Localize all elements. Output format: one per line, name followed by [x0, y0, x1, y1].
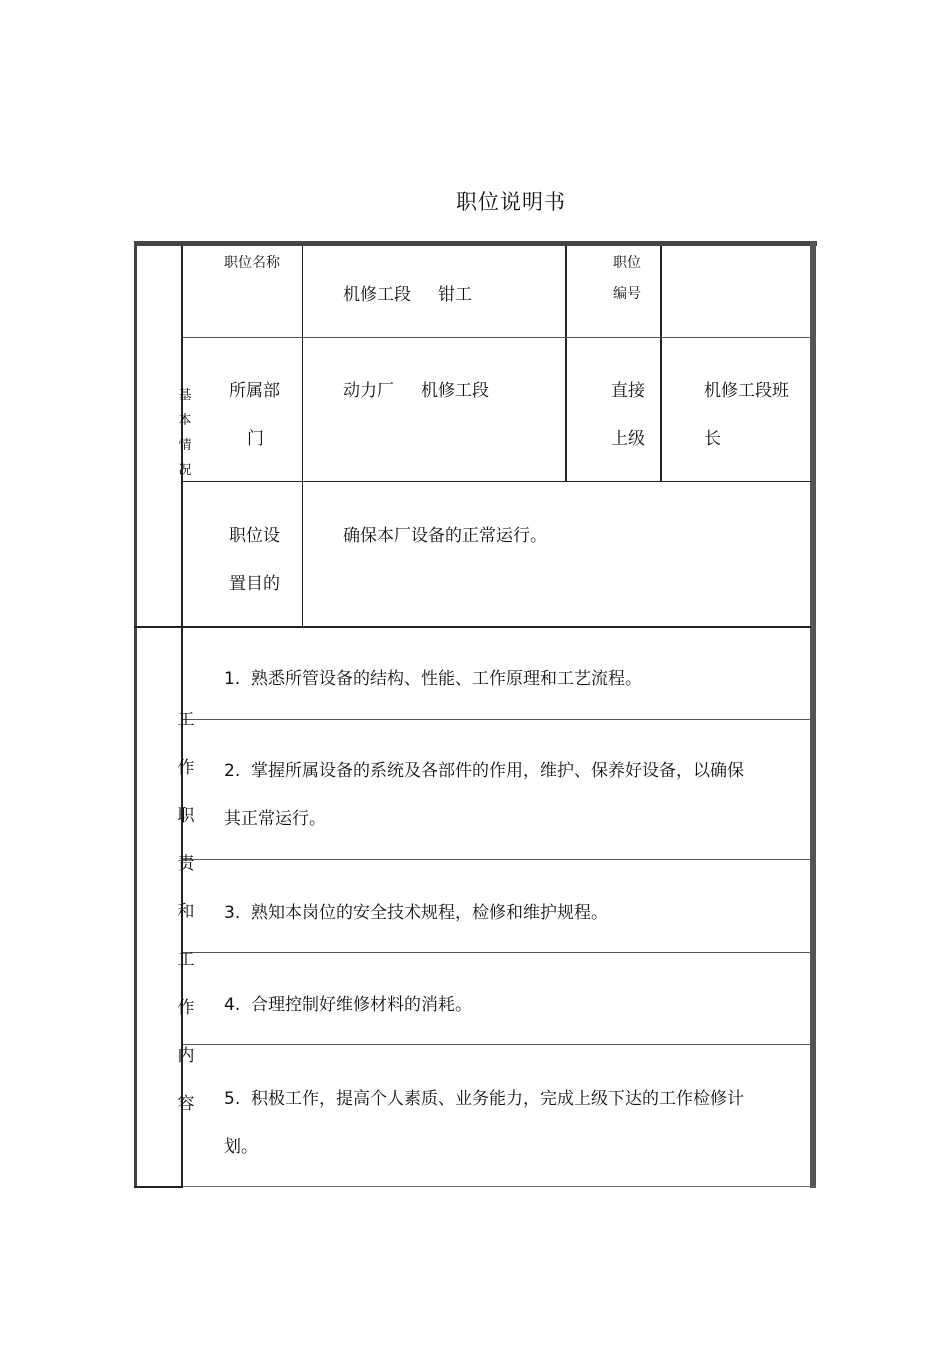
purpose-value: 确保本厂设备的正常运行。: [343, 526, 547, 546]
label-value-divider-2: [660, 246, 662, 482]
department-label-line1: 所属部: [229, 381, 280, 401]
duty-item-3: 3. 熟知本岗位的安全技术规程，检修和维护规程。: [224, 903, 609, 923]
purpose-label-line2: 置目的: [229, 574, 280, 594]
table-border-top: [134, 241, 817, 246]
section-char: 作: [177, 758, 195, 778]
label-value-divider: [302, 246, 303, 626]
duty-item-1: 1. 熟悉所管设备的结构、性能、工作原理和工艺流程。: [224, 669, 643, 689]
section-char: 责: [177, 854, 195, 874]
job-number-label-line2: 编号: [613, 286, 641, 302]
section-char: 本: [178, 413, 192, 428]
row-divider-2: [183, 481, 811, 482]
department-label-line2: 门: [247, 429, 264, 449]
table-border-left: [134, 241, 137, 1188]
section-divider: [134, 626, 811, 628]
duty-item-2-continued: 其正常运行。: [224, 809, 326, 829]
section-char: 工: [177, 950, 195, 970]
table-border-right: [810, 241, 816, 1188]
table-border-bottom: [134, 1186, 183, 1188]
duty-item-5-continued: 划。: [224, 1137, 258, 1157]
superior-value-line1: 机修工段班: [704, 381, 789, 401]
section-char: 工: [177, 710, 195, 730]
table-bottom-inner: [183, 1186, 816, 1187]
duty-divider-3: [183, 952, 811, 953]
section-char: 内: [177, 1046, 195, 1066]
section-char: 情: [178, 438, 192, 453]
job-number-label-line1: 职位: [613, 255, 641, 271]
duty-item-2: 2. 掌握所属设备的系统及各部件的作用，维护、保养好设备，以确保: [224, 761, 745, 781]
section-char: 作: [177, 998, 195, 1018]
document-title: 职位说明书: [456, 190, 566, 214]
section-char: 况: [178, 463, 192, 478]
purpose-label-line1: 职位设: [229, 526, 280, 546]
row-divider-1: [183, 337, 811, 338]
duty-divider-4: [183, 1044, 811, 1045]
section-char: 和: [177, 902, 195, 922]
job-name-label: 职位名称: [224, 255, 280, 271]
duty-divider-1: [183, 719, 811, 720]
value-label-divider: [565, 246, 567, 482]
section-char: 基: [178, 388, 192, 403]
duty-item-4: 4. 合理控制好维修材料的消耗。: [224, 995, 473, 1015]
job-name-value: 机修工段 钳工: [343, 285, 473, 305]
superior-label-line1: 直接: [611, 381, 645, 401]
duty-divider-2: [183, 859, 811, 860]
department-value: 动力厂 机修工段: [343, 381, 490, 401]
superior-label-line2: 上级: [611, 429, 645, 449]
superior-value-line2: 长: [704, 429, 721, 449]
section-char: 容: [177, 1094, 195, 1114]
section-char: 职: [177, 806, 195, 826]
duty-item-5: 5. 积极工作，提高个人素质、业务能力，完成上级下达的工作检修计: [224, 1089, 745, 1109]
